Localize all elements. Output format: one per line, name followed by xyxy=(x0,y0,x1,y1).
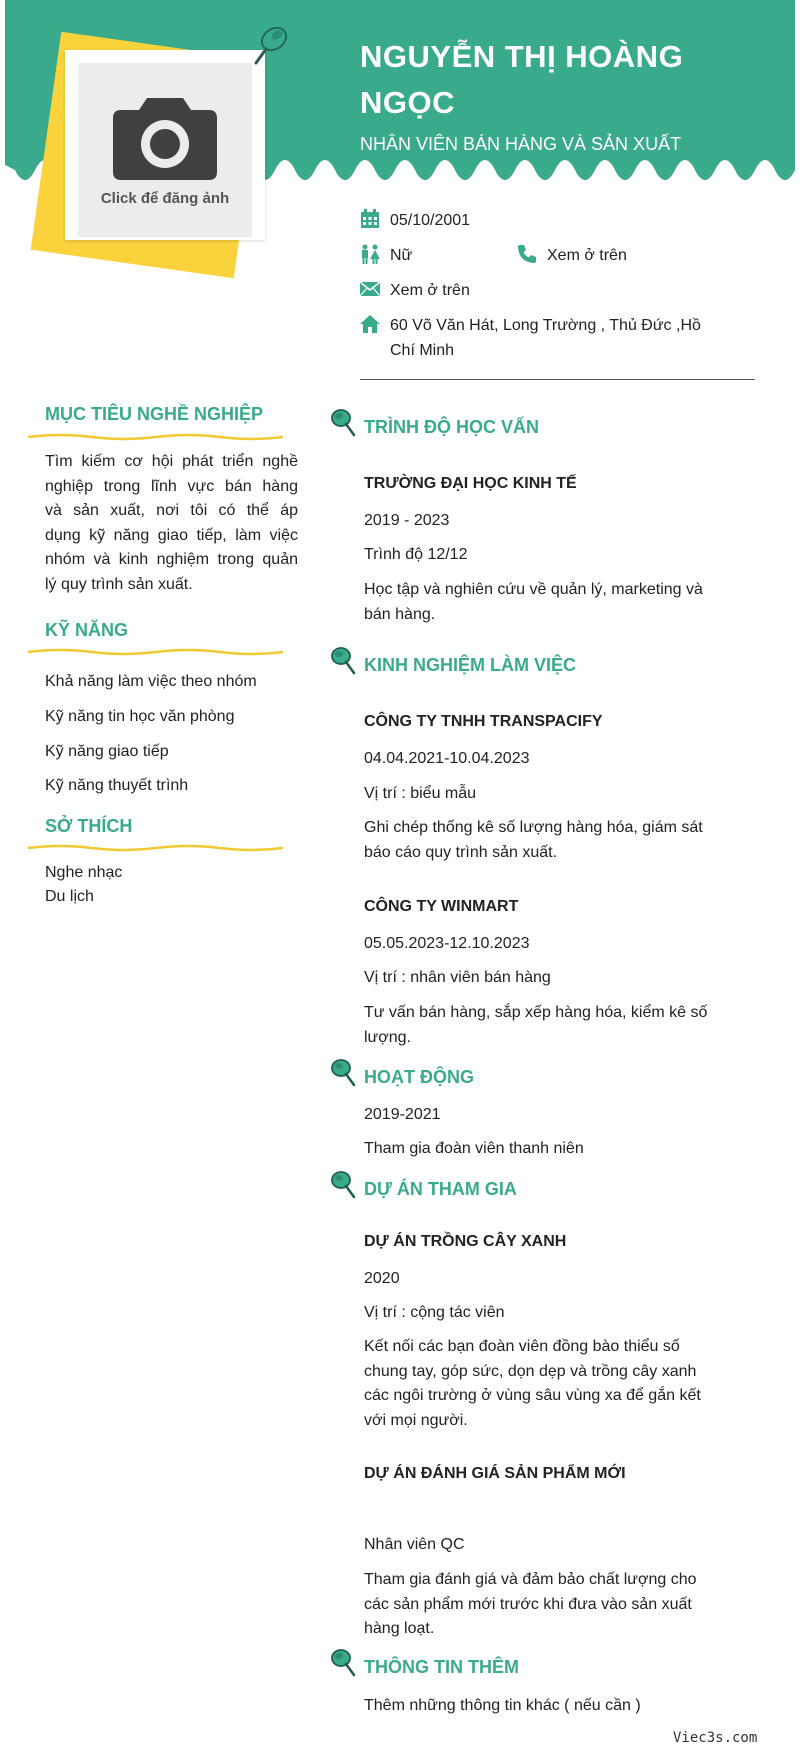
objective-line: lý quy trình sản xuất. xyxy=(45,575,193,593)
hobby-item: Nghe nhạc xyxy=(45,864,123,881)
objective-line: Tìm kiếm cơ hội phát triển nghề xyxy=(45,453,298,470)
address-line-2: Chí Minh xyxy=(390,341,455,359)
pushpin-icon xyxy=(250,25,290,67)
objective-line: nghiệp trong lĩnh vực bán hàng xyxy=(45,477,298,495)
desc-line: Học tập và nghiên cứu về quản lý, marketing và xyxy=(364,581,703,598)
project-position: Vị trí : cộng tác viên xyxy=(364,1304,505,1321)
desc-line: lượng. xyxy=(364,1028,411,1046)
wavy-underline xyxy=(28,432,283,442)
additional-desc: Thêm những thông tin khác ( nếu cần ) xyxy=(364,1697,641,1714)
objective-line: nhóm và kinh nghiệm trong quản xyxy=(45,551,298,568)
desc-line: Tham gia đánh giá và đảm bảo chất lượng cho xyxy=(364,1571,697,1588)
school-name: TRƯỜNG ĐẠI HỌC KINH TẾ xyxy=(364,475,577,492)
watermark: Viec3s.com xyxy=(673,1730,758,1746)
camera-icon xyxy=(113,94,217,180)
skill-item: Kỹ năng tin học văn phòng xyxy=(45,708,235,725)
job-desc xyxy=(364,816,734,865)
activity-period: 2019-2021 xyxy=(364,1106,441,1123)
education-period: 2019 - 2023 xyxy=(364,512,450,529)
desc-line: bán hàng. xyxy=(364,605,436,623)
desc-line: hàng loạt. xyxy=(364,1620,435,1637)
skill-item: Kỹ năng giao tiếp xyxy=(45,743,169,760)
desc-line: Ghi chép thống kê số lượng hàng hóa, giám sát xyxy=(364,819,703,836)
job-position: Vị trí : nhân viên bán hàng xyxy=(364,969,551,986)
project-desc xyxy=(364,1568,734,1642)
pushpin-icon xyxy=(330,408,356,438)
phone-icon xyxy=(517,244,537,264)
job-title: NHÂN VIÊN BÁN HÀNG VÀ SẢN XUẤT xyxy=(360,134,682,154)
desc-line: các ngôi trường ở vùng sâu vùng xa để gắn kết xyxy=(364,1387,701,1404)
desc-line: Kết nối các bạn đoàn viên đồng bào thiểu số xyxy=(364,1338,680,1355)
photo-card xyxy=(65,50,265,240)
pushpin-icon xyxy=(330,1648,356,1678)
pushpin-icon xyxy=(330,1170,356,1200)
project-desc xyxy=(364,1335,734,1433)
hobbies-title: SỞ THÍCH xyxy=(45,816,133,836)
pushpin-icon xyxy=(330,646,356,676)
education-level: Trình độ 12/12 xyxy=(364,546,468,563)
email-icon xyxy=(360,279,380,299)
pushpin-icon xyxy=(330,1058,356,1088)
company-name: CÔNG TY TNHH TRANSPACIFY xyxy=(364,713,603,730)
project-year: 2020 xyxy=(364,1270,400,1287)
hobby-item: Du lịch xyxy=(45,888,94,905)
job-period: 05.05.2023-12.10.2023 xyxy=(364,935,530,952)
birthday-text: 05/10/2001 xyxy=(390,212,471,229)
activities-title: HOẠT ĐỘNG xyxy=(364,1067,474,1087)
projects-title: DỰ ÁN THAM GIA xyxy=(364,1179,517,1199)
desc-line: các sản phẩm mới trước khi đưa vào sản xuất xyxy=(364,1595,692,1613)
photo-caption: Click để đăng ảnh xyxy=(100,189,230,207)
project-name: DỰ ÁN ĐÁNH GIÁ SẢN PHẨM MỚI xyxy=(364,1465,626,1482)
education-title: TRÌNH ĐỘ HỌC VẤN xyxy=(364,417,539,437)
project-name: DỰ ÁN TRỒNG CÂY XANH xyxy=(364,1233,567,1250)
email-text: Xem ở trên xyxy=(390,282,470,299)
candidate-name xyxy=(360,34,760,126)
gender-icon xyxy=(360,244,380,264)
job-desc xyxy=(364,1001,734,1050)
skills-title: KỸ NĂNG xyxy=(45,620,129,640)
phone-text: Xem ở trên xyxy=(547,247,627,264)
education-desc xyxy=(364,578,734,627)
skill-item: Kỹ năng thuyết trình xyxy=(45,777,189,794)
name-line-2: NGỌC xyxy=(360,85,455,120)
address-line-1: 60 Võ Văn Hát, Long Trường , Thủ Đức ,Hồ xyxy=(390,317,701,334)
wavy-underline xyxy=(28,843,283,853)
objective-line: và sản xuất, nơi tôi có thể áp xyxy=(45,502,298,519)
job-position: Vị trí : biểu mẫu xyxy=(364,785,477,802)
desc-line: chung tay, góp sức, dọn dẹp và trồng cây xanh xyxy=(364,1362,697,1380)
experience-title: KINH NGHIỆM LÀM VIỆC xyxy=(364,655,577,675)
activity-desc: Tham gia đoàn viên thanh niên xyxy=(364,1140,584,1157)
wavy-underline xyxy=(28,647,283,657)
name-line-1: NGUYỄN THỊ HOÀNG xyxy=(360,39,684,74)
job-period: 04.04.2021-10.04.2023 xyxy=(364,750,530,767)
objective-line: dụng kỹ năng giao tiếp, làm việc xyxy=(45,526,298,544)
project-position: Nhân viên QC xyxy=(364,1536,465,1553)
desc-line: báo cáo quy trình sản xuất. xyxy=(364,843,558,861)
additional-title: THÔNG TIN THÊM xyxy=(364,1657,519,1677)
home-icon xyxy=(360,314,380,334)
objective-text xyxy=(45,450,298,597)
company-name: CÔNG TY WINMART xyxy=(364,898,519,915)
objective-title: MỤC TIÊU NGHỀ NGHIỆP xyxy=(45,404,264,424)
skill-item: Khả năng làm việc theo nhóm xyxy=(45,673,257,690)
contact-divider xyxy=(360,379,755,380)
gender-text: Nữ xyxy=(390,247,413,264)
photo-upload[interactable] xyxy=(78,63,252,237)
desc-line: Tư vấn bán hàng, sắp xếp hàng hóa, kiểm kê số xyxy=(364,1004,708,1021)
calendar-icon xyxy=(360,209,380,229)
desc-line: với mọi người. xyxy=(364,1411,468,1429)
